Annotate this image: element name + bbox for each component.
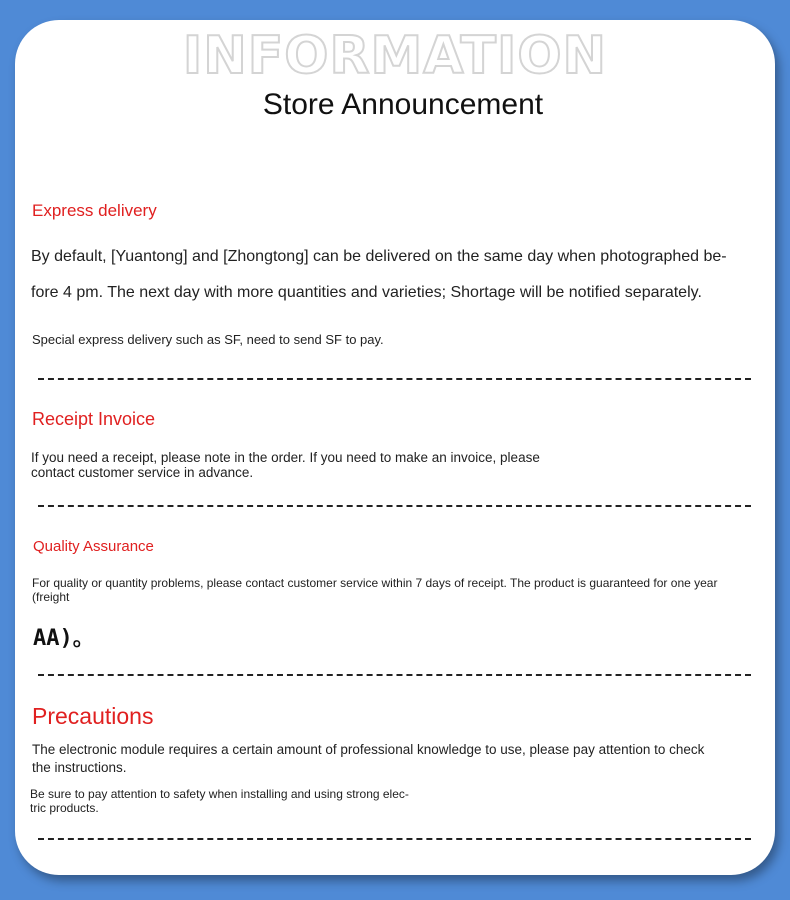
express-heading: Express delivery <box>32 201 157 220</box>
receipt-line-2: contact customer service in advance. <box>31 465 254 480</box>
receipt-line-1: If you need a receipt, please note in the order. If you need to make an invoice, please <box>31 450 540 465</box>
express-note: Special express delivery such as SF, need to send SF to pay. <box>32 332 384 347</box>
quality-line-2: (freight <box>32 590 70 604</box>
precautions-line-2: the instructions. <box>32 760 127 775</box>
precautions-line-1: The electronic module requires a certain amount of professional knowledge to use, please pay attention to check <box>32 742 705 757</box>
express-line-1: By default, [Yuantong] and [Zhongtong] can be delivered on the same day when photographed be- <box>31 248 727 265</box>
announcement-card <box>15 20 775 875</box>
precautions-note-1: Be sure to pay attention to safety when installing and using strong elec- <box>30 787 409 801</box>
precautions-note-2: tric products. <box>30 801 99 815</box>
divider-1 <box>38 378 751 380</box>
quality-line-1: For quality or quantity problems, please contact customer service within 7 days of receipt. The product is guaranteed for one year <box>32 576 718 590</box>
express-line-2: fore 4 pm. The next day with more quantities and varieties; Shortage will be notified separately. <box>31 284 702 301</box>
receipt-heading: Receipt Invoice <box>32 409 156 429</box>
precautions-heading: Precautions <box>32 703 154 729</box>
divider-3 <box>38 674 751 676</box>
quality-big-text: AA)。 <box>33 626 95 651</box>
divider-2 <box>38 505 751 507</box>
divider-4 <box>38 838 751 840</box>
quality-heading: Quality Assurance <box>33 538 154 555</box>
page-title: Store Announcement <box>262 88 544 121</box>
watermark-text: INFORMATION <box>182 26 608 86</box>
